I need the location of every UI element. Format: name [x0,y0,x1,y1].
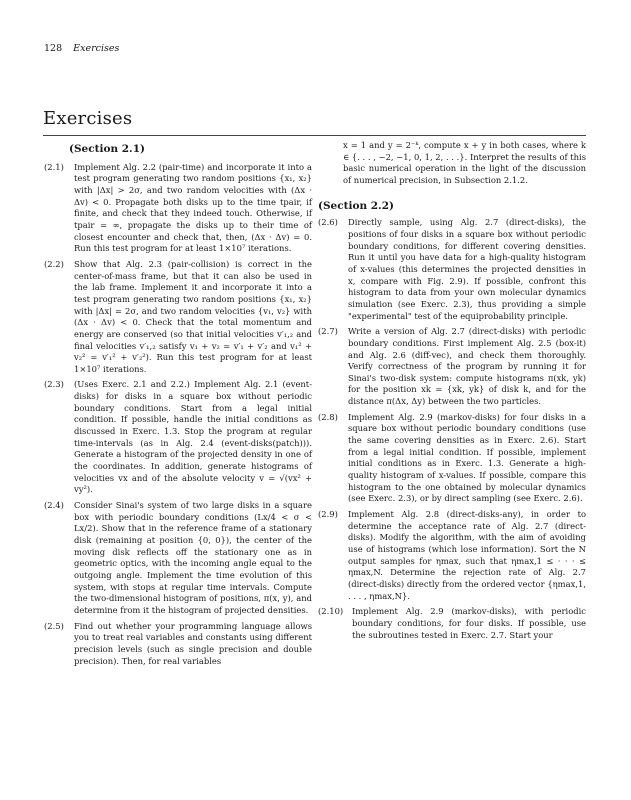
chapter-title: Exercises [43,108,133,129]
exercise-2-10 [318,606,586,641]
exercise-2-9 [318,509,586,602]
exercise-number: (2.6) [318,217,338,228]
right-column [318,140,586,645]
exercise-text: Implement Alg. 2.8 (direct-disks-any), in order to determine the acceptance rate of Alg. 2.7 (direct-disks). Modify the algorithm, with the aim of avoiding use of histograms (which lose information). Sort the N output samples for ηmax, such that ηmax,1 ≤ · · · ≤ ηmax,N. Determine the rejection rate of Alg. 2.7 (direct-disks) directly from the ordered vector {ηmax,1, . . . , ηmax,N}. [348,509,586,601]
exercise-text: Show that Alg. 2.3 (pair-collision) is correct in the center-of-mass frame, but that it can also be used in the lab frame. Implement it and incorporate it into a test program generating two random positions {x₁, x₂} with |Δx| = 2σ, and two random velocities {v₁, v₂} with (Δx · Δv) < 0. Check that the total momentum and energy are conserved (so that initial velocities v′₁,₂ and final velocities v′₁,₂ satisfy v₁ + v₂ = v′₁ + v′₂ and v₁² + v₂² = v′₁² + v′₂²). Run this test program for at least 1×10⁷ iterations. [74,258,312,374]
exercise-2-8 [318,412,586,505]
exercise-number: (2.8) [318,411,338,422]
exercise-text: Write a version of Alg. 2.7 (direct-disks) with periodic boundary conditions. First implement Alg. 2.5 (box-it) and Alg. 2.6 (diff-vec), and check them thoroughly. Verify correctness of the program by running it for Sinai's two-disk system: compute histograms π(xk, yk) for the position xk = {xk, yk} of disk k, and for the distance π(Δx, Δy) between the two particles. [348,326,586,407]
title-rule [43,135,586,136]
exercise-text: Find out whether your programming language allows you to treat real variables and constants using different precision levels (such as single precision and double precision). Then, for real variables [74,620,312,666]
exercise-text: Implement Alg. 2.9 (markov-disks), with periodic boundary conditions, for four disks. If possible, use the subroutines tested in Exerc. 2.7. Start your [352,606,586,640]
exercise-number: (2.2) [44,258,64,269]
exercise-2-6 [318,217,586,322]
exercise-number: (2.10) [318,606,344,617]
running-head [44,43,119,54]
exercise-text: Implement Alg. 2.9 (markov-disks) for four disks in a square box without periodic boundary conditions (use the same covering densities as in Exerc. 2.6). Start from a legal initial condition. If possible, implement initial conditions as in Exerc. 1.3. Generate a high-quality histogram of x-values. If possible, compare this histogram to the one obtained by molecular dynamics (see Exerc. 2.3), or by direct sampling (see Exerc. 2.6). [348,411,586,504]
exercise-text: Implement Alg. 2.2 (pair-time) and incorporate it into a test program generating two random positions {x₁, x₂} with |Δx| > 2σ, and two random velocities with (Δx · Δv) < 0. Propagate both disks up to the time tpair, if finite, and check that they indeed touch. Otherwise, if tpair = ∞, propagate the disks up to their time of closest encounter and check that, then, (Δx · Δv) = 0. Run this test program for at least 1×10⁷ iterations. [74,161,312,254]
section-heading-2-2: (Section 2.2) [318,199,394,212]
page-number: 128 [44,43,63,54]
exercise-2-5-continuation: x = 1 and y = 2⁻ᵏ, compute x + y in both cases, where k ∈ {. . . , −2, −1, 0, 1, 2, . . .}. Interpret the results of this basic numerical operation in the light of the discussion of numerical precision, in Subsection 2.1.2. [343,140,586,185]
exercise-2-4 [44,500,312,617]
exercise-number: (2.1) [44,161,64,172]
exercise-text: (Uses Exerc. 2.1 and 2.2.) Implement Alg. 2.1 (event-disks) for disks in a square box without periodic boundary conditions. Start from a legal initial condition. If possible, handle the initial conditions as discussed in Exerc. 1.3. Stop the program at regular time-intervals (as in Alg. 2.4 (event-disks(patch))). Generate a histogram of the projected density in one of the coordinates. In addition, generate histograms of velocities vx and of the absolute velocity v = √(vx² + vy²). [74,379,312,495]
left-column [44,140,312,671]
exercise-2-3 [44,379,312,496]
section-heading-2-1: (Section 2.1) [69,143,145,155]
running-head-section: Exercises [73,43,120,54]
exercise-number: (2.7) [318,326,338,337]
exercise-text: Consider Sinai's system of two large disks in a square box with periodic boundary conditions (Lx/4 < σ < Lx/2). Show that in the reference frame of a stationary disk (remaining at position {0, 0}), the center of the moving disk reflects off the stationary one as in geometric optics, with the incoming angle equal to the outgoing angle. Implement the time evolution of this system, with stops at regular time intervals. Compute the two-dimensional histogram of positions, π(x, y), and determine from it the histogram of projected densities. [74,500,312,615]
exercise-number: (2.4) [44,500,64,511]
exercise-2-2 [44,259,312,376]
exercise-2-7 [318,326,586,408]
exercise-text: Directly sample, using Alg. 2.7 (direct-disks), the positions of four disks in a square box without periodic boundary conditions, for different covering densities. Run it until you have data for a high-quality histogram of x-values (this determines the projected densities in x, compare with Fig. 2.9). If possible, confront this histogram to data from your own molecular dynamics simulation (see Exerc. 2.3), thus providing a simple "experimental" test of the equiprobability principle. [348,217,586,321]
exercise-2-1 [44,162,312,255]
exercise-number: (2.3) [44,379,64,390]
exercise-number: (2.5) [44,620,64,631]
exercise-2-5 [44,621,312,668]
exercise-number: (2.9) [318,509,338,520]
